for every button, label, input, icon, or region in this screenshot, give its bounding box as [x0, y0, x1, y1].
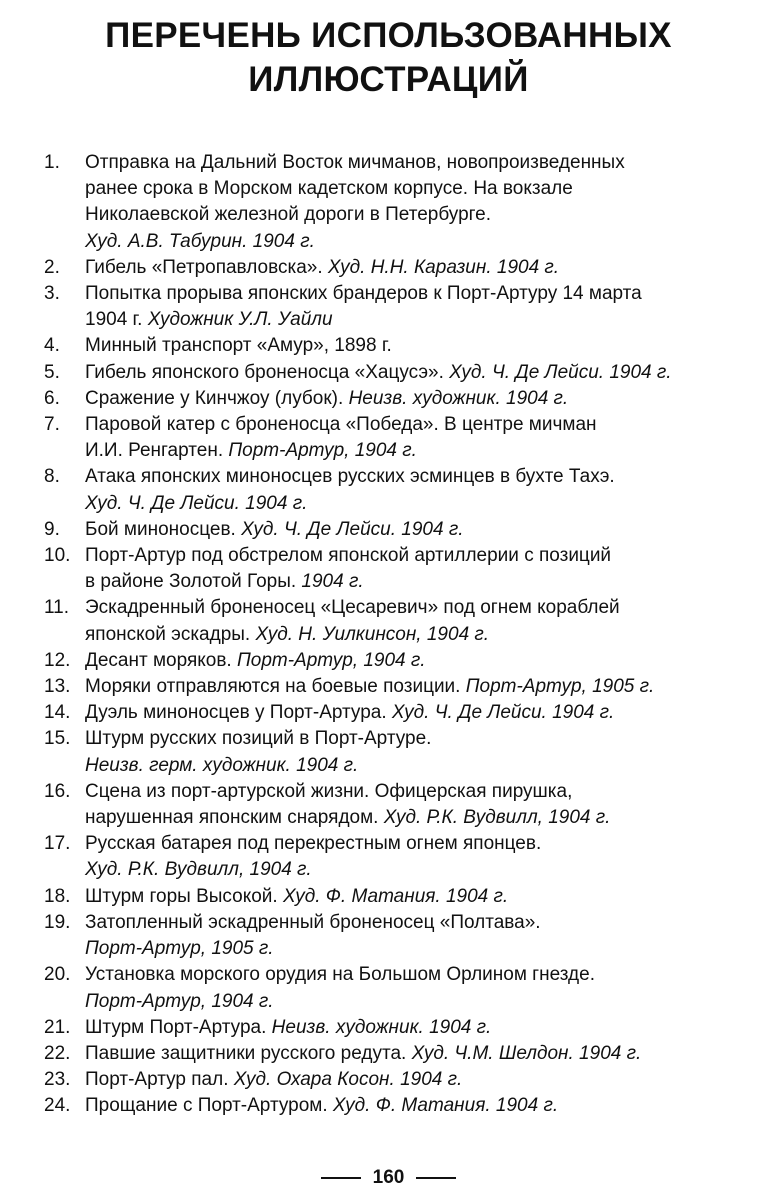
text-line — [85, 517, 734, 543]
list-item — [44, 648, 734, 674]
list-item — [44, 700, 734, 726]
list-item-number: 11. — [44, 597, 70, 619]
text-line — [85, 831, 734, 857]
text-line — [85, 805, 734, 831]
caption-text: Атака японских миноносцев русских эсминцев в бухте Тахэ. — [85, 466, 615, 488]
list-item — [44, 962, 734, 1014]
list-item-number: 12. — [44, 649, 71, 671]
list-item-number: 19. — [44, 911, 71, 933]
caption-text: Бой миноносцев. — [85, 518, 242, 540]
text-line — [85, 569, 734, 595]
list-item-number: 13. — [44, 676, 71, 698]
attribution-text: Худ. Ч. Де Лейси. 1904 г. — [449, 361, 672, 383]
list-item-number: 6. — [44, 387, 60, 409]
attribution-text: Худ. Ф. Матания. 1904 г. — [332, 1095, 559, 1117]
text-line — [85, 412, 734, 438]
caption-text: Гибель «Петропавловска». — [85, 256, 328, 278]
text-line — [85, 202, 734, 228]
list-item-text — [85, 1093, 734, 1119]
attribution-text: Худ. Ч. Де Лейси. 1904 г. — [241, 518, 464, 540]
attribution-text: Худ. Р.К. Вудвилл, 1904 г. — [85, 859, 312, 881]
attribution-text: Худ. А.В. Табурин. 1904 г. — [85, 230, 315, 252]
text-line — [85, 333, 734, 359]
attribution-text: Худ. Ф. Матания. 1904 г. — [282, 885, 509, 907]
list-item-number: 1. — [44, 152, 60, 173]
list-item-number: 24. — [44, 1095, 71, 1117]
page-number: 160 — [372, 1167, 405, 1188]
text-line — [85, 491, 734, 517]
attribution-text: 1904 г. — [301, 571, 364, 593]
attribution-text: Худ. Охара Косон. 1904 г. — [233, 1069, 463, 1091]
text-line — [85, 1093, 734, 1119]
text-line — [85, 229, 734, 255]
list-item-number: 7. — [44, 414, 60, 436]
list-item — [44, 884, 734, 910]
list-item-number: 18. — [44, 885, 71, 907]
caption-text: Русская батарея под перекрестным огнем японцев. — [85, 833, 542, 855]
list-item-number: 16. — [44, 780, 71, 802]
caption-text: Дуэль миноносцев у Порт-Артура. — [85, 702, 392, 724]
text-line — [85, 595, 734, 621]
text-line — [85, 281, 734, 307]
list-item-text — [85, 360, 734, 386]
list-item-number: 3. — [44, 283, 60, 305]
attribution-text: Неизв. художник. 1904 г. — [271, 1016, 492, 1038]
list-item — [44, 150, 734, 255]
list-item — [44, 464, 734, 516]
text-line — [85, 779, 734, 805]
list-item — [44, 1093, 734, 1119]
list-item — [44, 281, 734, 333]
list-item-text — [85, 543, 734, 595]
list-item-text — [85, 464, 734, 516]
attribution-text: Худ. Н. Уилкинсон, 1904 г. — [255, 623, 490, 645]
caption-text: Десант моряков. — [85, 649, 237, 671]
text-line — [85, 700, 734, 726]
caption-text: Штурм горы Высокой. — [85, 885, 283, 907]
list-item-text — [85, 962, 734, 1014]
attribution-text: Худ. Р.К. Вудвилл, 1904 г. — [383, 807, 611, 829]
caption-text: Эскадренный броненосец «Цесаревич» под огнем кораблей — [85, 597, 620, 619]
text-line — [85, 307, 734, 333]
caption-text: Установка морского орудия на Большом Орлином гнезде. — [85, 964, 595, 986]
attribution-text: Худ. Н.Н. Каразин. 1904 г. — [327, 256, 560, 278]
attribution-text: Художник У.Л. Уайли — [147, 309, 333, 331]
list-item-number: 21. — [44, 1016, 71, 1038]
caption-text: Николаевской железной дороги в Петербурге. — [85, 204, 492, 226]
text-line — [85, 884, 734, 910]
attribution-text: Худ. Ч. Де Лейси. 1904 г. — [391, 702, 615, 724]
list-item — [44, 333, 734, 359]
list-item — [44, 910, 734, 962]
list-item — [44, 543, 734, 595]
caption-text: Сцена из порт-артурской жизни. Офицерская пирушка, — [85, 780, 573, 802]
text-line — [85, 753, 734, 779]
list-item-text — [85, 1041, 734, 1067]
text-line — [85, 438, 734, 464]
list-item — [44, 360, 734, 386]
text-line — [85, 622, 734, 648]
attribution-text: Худ. Ч.М. Шелдон. 1904 г. — [411, 1042, 642, 1064]
list-item-number: 17. — [44, 833, 71, 855]
list-item-text — [85, 700, 734, 726]
caption-text: Порт-Артур под обстрелом японской артиллерии с позиций — [85, 545, 612, 567]
attribution-text: Неизв. художник. 1904 г. — [348, 387, 569, 409]
list-item-number: 14. — [44, 702, 71, 724]
caption-text: Штурм русских позиций в Порт-Артуре. — [85, 728, 432, 750]
caption-text: ранее срока в Морском кадетском корпусе. На вокзале — [85, 178, 573, 200]
list-item-text — [85, 386, 734, 412]
text-line — [85, 543, 734, 569]
list-item — [44, 1067, 734, 1093]
caption-text: японской эскадры. — [85, 623, 256, 645]
caption-text: Сражение у Кинчжоу (лубок). — [85, 387, 349, 409]
attribution-text: Порт-Артур, 1904 г. — [228, 440, 417, 462]
list-item-text — [85, 910, 734, 962]
list-item-text — [85, 884, 734, 910]
list-item-text — [85, 150, 734, 255]
page-title-line-1: ПЕРЕЧЕНЬ ИСПОЛЬЗОВАННЫХ — [105, 16, 672, 55]
caption-text: И.И. Ренгартен. — [85, 440, 229, 462]
footer-dash-left — [321, 1177, 361, 1179]
attribution-text: Неизв. герм. художник. 1904 г. — [85, 754, 359, 776]
attribution-text: Худ. Ч. Де Лейси. 1904 г. — [85, 492, 308, 514]
caption-text: нарушенная японским снарядом. — [85, 807, 384, 829]
list-item-text — [85, 1015, 734, 1041]
list-item-text — [85, 333, 734, 359]
page-title — [0, 14, 777, 102]
text-line — [85, 910, 734, 936]
caption-text: Отправка на Дальний Восток мичманов, новопроизведенных — [85, 152, 625, 173]
caption-text: Затопленный эскадренный броненосец «Полтава». — [85, 911, 541, 933]
text-line — [85, 1015, 734, 1041]
caption-text: в районе Золотой Горы. — [85, 571, 302, 593]
list-item-text — [85, 595, 734, 647]
attribution-text: Порт-Артур, 1904 г. — [237, 649, 426, 671]
list-item-text — [85, 726, 734, 778]
caption-text: Гибель японского броненосца «Хацусэ». — [85, 361, 450, 383]
text-line — [85, 936, 734, 962]
list-item — [44, 255, 734, 281]
list-item-text — [85, 517, 734, 543]
text-line — [85, 1067, 734, 1093]
list-item-number: 4. — [44, 335, 60, 357]
list-item — [44, 779, 734, 831]
list-item-number: 22. — [44, 1042, 71, 1064]
text-line — [85, 1041, 734, 1067]
list-item — [44, 1015, 734, 1041]
attribution-text: Порт-Артур, 1905 г. — [465, 676, 655, 698]
text-line — [85, 255, 734, 281]
text-line — [85, 989, 734, 1015]
text-line — [85, 386, 734, 412]
caption-text: Минный транспорт «Амур», 1898 г. — [85, 335, 392, 357]
caption-text: Прощание с Порт-Артуром. — [85, 1095, 333, 1117]
text-line — [85, 726, 734, 752]
list-item-number: 20. — [44, 964, 71, 986]
list-item — [44, 412, 734, 464]
list-item-number: 5. — [44, 361, 60, 383]
list-item — [44, 674, 734, 700]
text-line — [85, 176, 734, 202]
list-item-number: 15. — [44, 728, 71, 750]
list-item-text — [85, 831, 734, 883]
caption-text: Паровой катер с броненосца «Победа». В центре мичман — [85, 414, 597, 436]
caption-text: Порт-Артур пал. — [85, 1069, 234, 1091]
list-item-text — [85, 412, 734, 464]
text-line — [85, 962, 734, 988]
page-footer — [0, 1166, 777, 1190]
list-item-number: 9. — [44, 518, 60, 540]
list-item-number: 10. — [44, 545, 71, 567]
list-item-text — [85, 281, 734, 333]
list-item — [44, 595, 734, 647]
footer-dash-right — [416, 1177, 456, 1179]
list-item-number: 2. — [44, 256, 60, 278]
text-line — [85, 464, 734, 490]
caption-text: Павшие защитники русского редута. — [85, 1042, 412, 1064]
caption-text: 1904 г. — [85, 309, 148, 331]
text-line — [85, 674, 734, 700]
text-line — [85, 857, 734, 883]
attribution-text: Порт-Артур, 1905 г. — [85, 938, 274, 960]
list-item — [44, 386, 734, 412]
caption-text: Моряки отправляются на боевые позиции. — [85, 676, 466, 698]
list-item-number: 8. — [44, 466, 60, 488]
list-item-number: 23. — [44, 1069, 71, 1091]
list-item — [44, 517, 734, 543]
list-item-text — [85, 674, 734, 700]
attribution-text: Порт-Артур, 1904 г. — [85, 990, 274, 1012]
page-title-line-2: ИЛЛЮСТРАЦИЙ — [248, 60, 529, 99]
caption-text: Штурм Порт-Артура. — [85, 1016, 272, 1038]
text-line — [85, 360, 734, 386]
illustration-list — [44, 150, 734, 1120]
list-item — [44, 1041, 734, 1067]
list-item-text — [85, 779, 734, 831]
caption-text: Попытка прорыва японских брандеров к Порт-Артуру 14 марта — [85, 283, 642, 305]
list-item — [44, 726, 734, 778]
list-item — [44, 831, 734, 883]
list-item-text — [85, 648, 734, 674]
text-line — [85, 648, 734, 674]
list-item-text — [85, 255, 734, 281]
list-item-text — [85, 1067, 734, 1093]
text-line — [85, 150, 734, 176]
